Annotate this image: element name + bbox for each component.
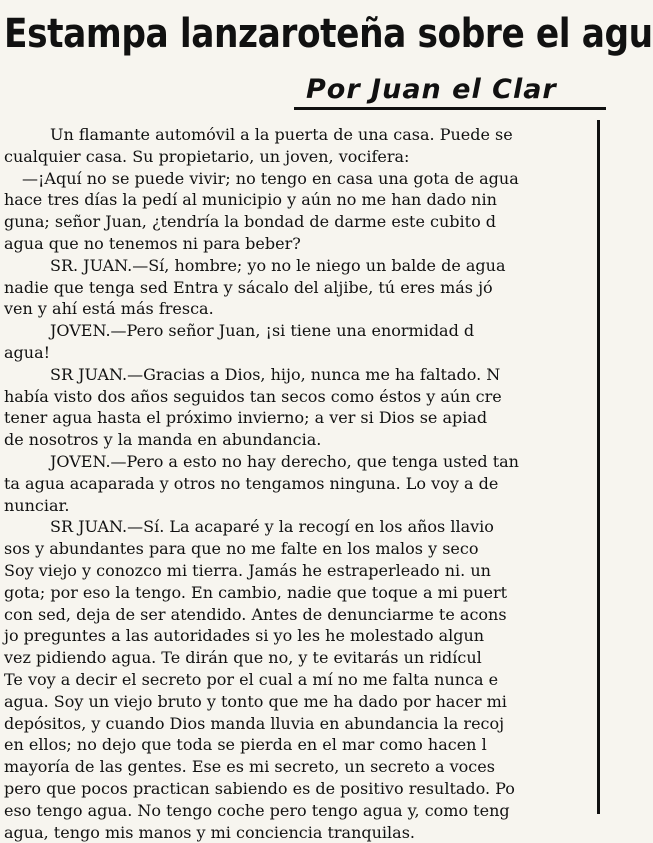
article-line: depósitos, y cuando Dios manda lluvia en abundancia la recoj: [0, 713, 600, 735]
article-body: [0, 124, 600, 843]
column-rule: [597, 120, 600, 814]
article-byline: Por Juan el Clar: [294, 73, 606, 110]
article-line: SR JUAN.—Sí. La acaparé y la recogí en los años llavio: [0, 516, 600, 538]
article-line: SR JUAN.—Gracias a Dios, hijo, nunca me ha faltado. N: [0, 364, 600, 386]
article-line: hace tres días la pedí al municipio y aún no me han dado nin: [0, 189, 600, 211]
article-line: nadie que tenga sed Entra y sácalo del aljibe, tú eres más jó: [0, 277, 600, 299]
article-line: Te voy a decir el secreto por el cual a mí no me falta nunca e: [0, 669, 600, 691]
article-line: gota; por eso la tengo. En cambio, nadie que toque a mi puert: [0, 582, 600, 604]
article-line: con sed, deja de ser atendido. Antes de denunciarme te acons: [0, 604, 600, 626]
article-line: vez pidiendo agua. Te dirán que no, y te evitarás un ridícul: [0, 647, 600, 669]
article-line: eso tengo agua. No tengo coche pero tengo agua y, como teng: [0, 800, 600, 822]
article-line: ta agua acaparada y otros no tengamos ninguna. Lo voy a de: [0, 473, 600, 495]
article-line: en ellos; no dejo que toda se pierda en el mar como hacen l: [0, 734, 600, 756]
article-line: agua que no tenemos ni para beber?: [0, 233, 600, 255]
article-line: guna; señor Juan, ¿tendría la bondad de darme este cubito d: [0, 211, 600, 233]
article-line: jo preguntes a las autoridades si yo les he molestado algun: [0, 625, 600, 647]
article-line: —¡Aquí no se puede vivir; no tengo en casa una gota de agua: [0, 168, 600, 190]
article-line: Un flamante automóvil a la puerta de una casa. Puede se: [0, 124, 600, 146]
article-line: agua, tengo mis manos y mi conciencia tranquilas.: [0, 822, 600, 843]
article-line: Soy viejo y conozco mi tierra. Jamás he estraperleado ni. un: [0, 560, 600, 582]
article-line: agua. Soy un viejo bruto y tonto que me ha dado por hacer mi: [0, 691, 600, 713]
article-line: JOVEN.—Pero señor Juan, ¡si tiene una enormidad d: [0, 320, 600, 342]
article-line: tener agua hasta el próximo invierno; a ver si Dios se apiad: [0, 407, 600, 429]
article-line: cualquier casa. Su propietario, un joven, vocifera:: [0, 146, 600, 168]
article-line: sos y abundantes para que no me falte en los malos y seco: [0, 538, 600, 560]
article-line: ven y ahí está más fresca.: [0, 298, 600, 320]
article-headline: Estampa lanzaroteña sobre el agu: [4, 10, 520, 58]
article-line: agua!: [0, 342, 600, 364]
article-line: pero que pocos practican sabiendo es de positivo resultado. Po: [0, 778, 600, 800]
article-line: SR. JUAN.—Sí, hombre; yo no le niego un balde de agua: [0, 255, 600, 277]
article-line: había visto dos años seguidos tan secos como éstos y aún cre: [0, 386, 600, 408]
article-line: de nosotros y la manda en abundancia.: [0, 429, 600, 451]
article-line: mayoría de las gentes. Ese es mi secreto, un secreto a voces: [0, 756, 600, 778]
article-line: JOVEN.—Pero a esto no hay derecho, que tenga usted tan: [0, 451, 600, 473]
article-line: nunciar.: [0, 495, 600, 517]
